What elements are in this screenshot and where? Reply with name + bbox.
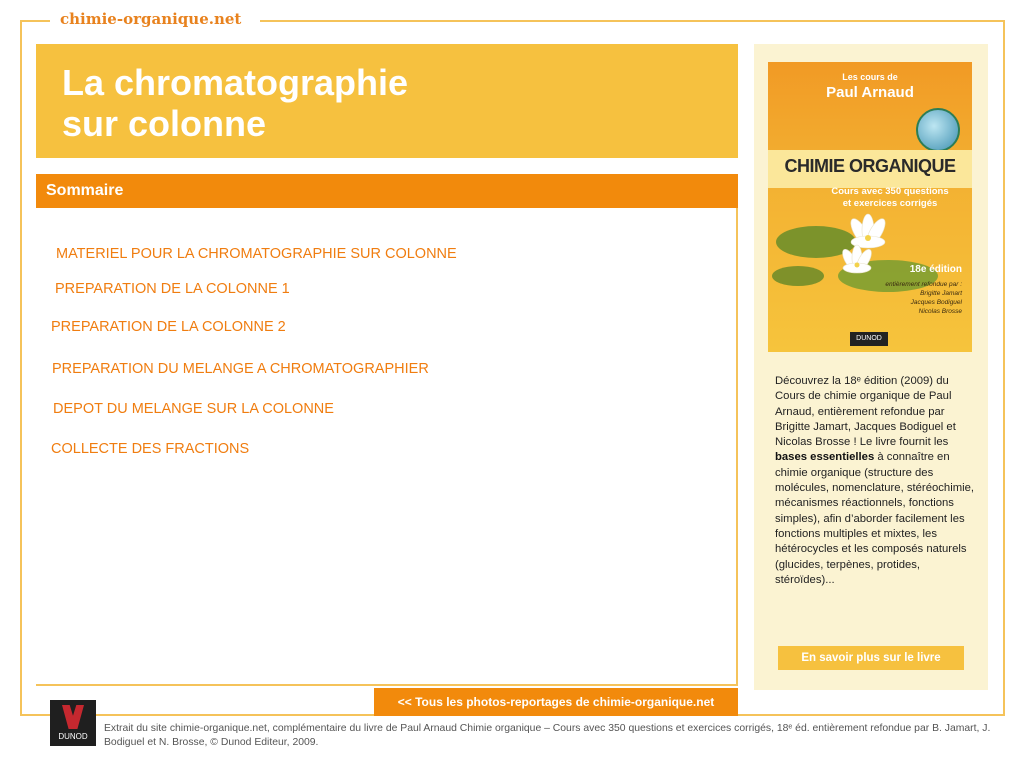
book-author: Paul Arnaud xyxy=(826,84,914,101)
dunod-mark-icon xyxy=(62,705,84,729)
menu-link-materiel[interactable]: MATERIEL POUR LA CHROMATOGRAPHIE SUR COLONNE xyxy=(56,246,457,262)
dunod-logo[interactable] xyxy=(50,700,96,746)
menu-link-preparation-melange[interactable]: PREPARATION DU MELANGE A CHROMATOGRAPHIER xyxy=(52,361,429,377)
frame-top-right xyxy=(260,20,1005,22)
book-title: CHIMIE ORGANIQUE xyxy=(784,156,956,176)
book-desc-part2: à connaître en chimie organique (structure des molécules, nomenclature, stéréochimie, mécanismes réactionnels, fonctions simples), afin d’aborder facilement les fonctions multiples et mixtes, les hétérocycles et les composés naturels (glucides, terpènes, protides, stéroïdes)... xyxy=(775,451,975,586)
page-title-line2: sur colonne xyxy=(62,103,267,144)
book-desc-part1: Découvrez la 18ᵉ édition (2009) du Cours de chimie organique de Paul Arnaud, entièrement refondue par Brigitte Jamart, Jacques Bodiguel et Nicolas Brosse ! Le livre fournit les xyxy=(775,375,956,449)
title-band xyxy=(36,44,738,158)
book-authors xyxy=(885,280,962,316)
book-series: Les cours de xyxy=(842,72,898,82)
page-title-line1: La chromatographie xyxy=(62,62,409,103)
book-author2: Jacques Bodiguel xyxy=(910,299,962,306)
book-author3: Nicolas Brosse xyxy=(918,308,962,315)
book-desc-bold: bases essentielles xyxy=(775,451,875,464)
book-publisher: DUNOD xyxy=(850,332,888,346)
book-description xyxy=(775,374,975,588)
all-photos-link[interactable]: << Tous les photos-reportages de chimie-organique.net xyxy=(374,688,738,716)
footer-credits: Extrait du site chimie-organique.net, complémentaire du livre de Paul Arnaud Chimie organique – Cours avec 350 questions et exercices corrigés, 18ᵉ éd. entièrement refondue par B. Jamart, J. Bodiguel et N. Brosse, © Dunod Editeur, 2009. xyxy=(104,723,991,748)
sommaire-label: Sommaire xyxy=(46,182,124,199)
book-author1: Brigitte Jamart xyxy=(920,290,962,297)
book-subtitle-line2: et exercices corrigés xyxy=(842,198,938,209)
sommaire-bar xyxy=(36,174,738,208)
menu-link-collecte-fractions[interactable]: COLLECTE DES FRACTIONS xyxy=(51,441,250,457)
book-subtitle-line1: Cours avec 350 questions xyxy=(831,186,949,197)
menu-link-depot-melange[interactable]: DEPOT DU MELANGE SUR LA COLONNE xyxy=(53,401,334,417)
page-title xyxy=(62,62,408,144)
menu-link-preparation-colonne-2[interactable]: PREPARATION DE LA COLONNE 2 xyxy=(51,319,286,335)
book-revised-by: entièrement refondue par : xyxy=(885,281,962,288)
book-edition: 18e édition xyxy=(909,264,962,275)
frame-top-left xyxy=(20,20,50,22)
dunod-logo-text: DUNOD xyxy=(58,732,88,741)
book-cover[interactable] xyxy=(768,62,972,352)
menu-link-preparation-colonne-1[interactable]: PREPARATION DE LA COLONNE 1 xyxy=(55,281,290,297)
site-name[interactable]: chimie-organique.net xyxy=(60,10,242,28)
learn-more-button[interactable]: En savoir plus sur le livre xyxy=(778,646,964,670)
